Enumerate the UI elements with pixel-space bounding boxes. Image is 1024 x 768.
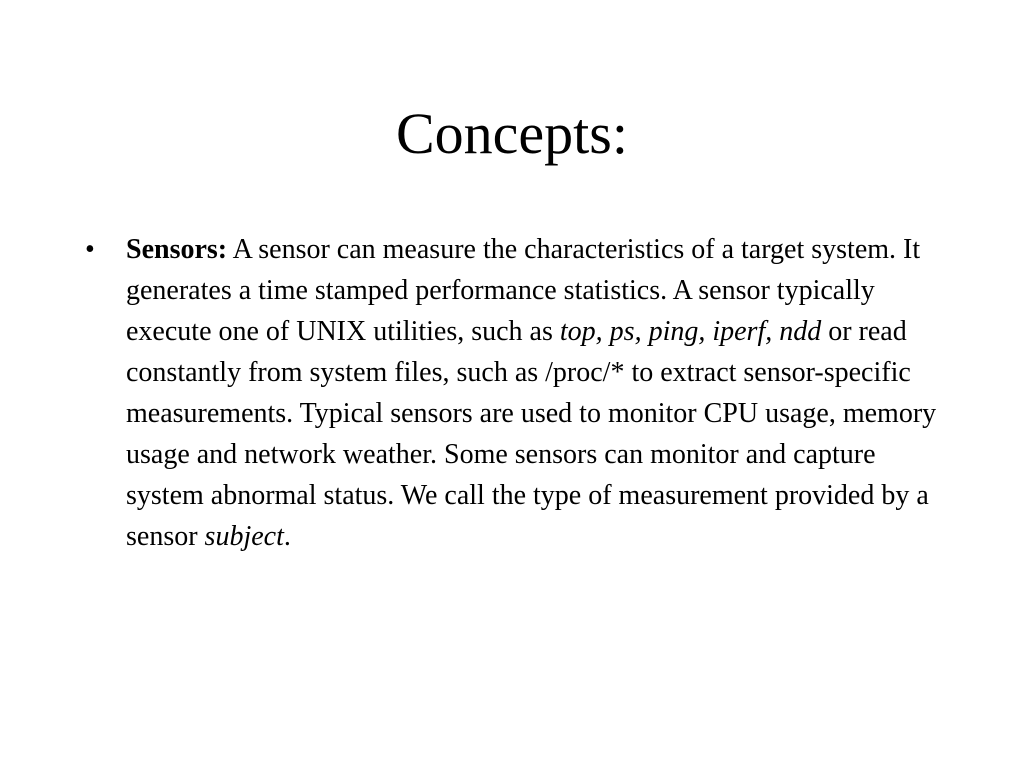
slide-title: Concepts: — [396, 101, 628, 166]
bullet-text-part-3: . — [283, 521, 291, 552]
bullet-list — [85, 229, 945, 557]
bullet-item-sensors — [85, 229, 945, 557]
bullet-subject-term: subject — [204, 521, 284, 552]
bullet-text-part-1: A sensor can measure the characteristics of a target system. It generates a time stamped performance statistics. A sensor typically execute one of UNIX utilities, such as — [126, 234, 921, 347]
bullet-text-part-2: or read constantly from system files, such as /proc/* to extract sensor-specific measurements. Typical sensors are used to monitor CPU usage, memory usage and network weather. Some sensors can monitor and capture system abnormal status. We call the type of measurement provided by a sensor — [126, 316, 937, 552]
bullet-marker: • — [85, 234, 95, 265]
bullet-utilities-list: top, ps, ping, iperf, ndd — [559, 316, 822, 347]
bullet-term: Sensors: — [126, 234, 228, 265]
